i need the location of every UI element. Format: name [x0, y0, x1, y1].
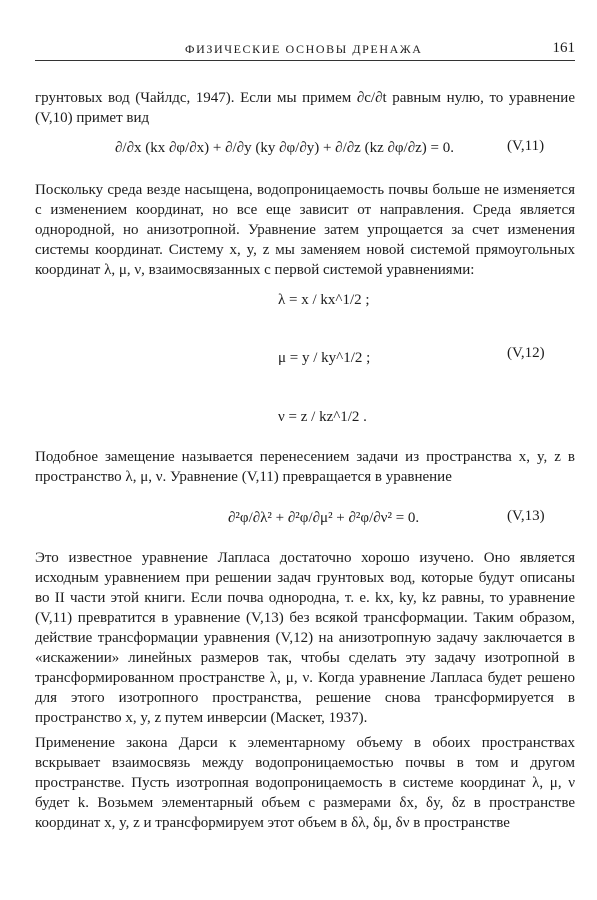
equation-label-v11: (V,11): [507, 138, 545, 154]
equation-v12-mu: μ = y / ky^1/2 ;: [278, 350, 371, 366]
equation-v12-lambda: λ = x / kx^1/2 ;: [278, 292, 370, 308]
paragraph-laplace: Это известное уравнение Лапласа достаточно хорошо изучено. Оно является исходным уравнением при решении задач грунтовых вод, которые будут описаны во II части этой книги. Если почва однородна, т. е. kx, ky, kz равны, то уравнение (V,11) превратится в уравнение (V,13) без всякой трансформации. Таким образом, действие трансформации уравнения (V,12) на анизотропную задачу заключается в «искажении» линейных размеров так, чтобы сделать эту задачу изотропной в трансформированном пространстве λ, μ, ν. Когда уравнение Лапласа будет решено для этого изотропного пространства, решение снова трансформируется в пространство x, y, z путем инверсии (Маскет, 1937).: [35, 550, 575, 726]
running-title: ФИЗИЧЕСКИЕ ОСНОВЫ ДРЕНАЖА: [185, 42, 423, 56]
header-rule: [35, 60, 575, 61]
page-number: 161: [552, 40, 575, 56]
page-header: [35, 40, 575, 64]
paragraph-darcy: Применение закона Дарси к элементарному объему в обоих пространствах вскрывает взаимосвязь между водопроницаемостью почвы в том и другом пространстве. Пусть изотропная водопроницаемость в системе координат λ, μ, ν будет k. Возьмем элементарный объем с размерами δx, δy, δz в пространстве координат x, y, z и трансформируем этот объем в δλ, δμ, δν в пространстве: [35, 735, 575, 831]
equation-v11: ∂/∂x (kx ∂φ/∂x) + ∂/∂y (ky ∂φ/∂y) + ∂/∂z (kz ∂φ/∂z) = 0.: [115, 140, 454, 156]
equation-v13: ∂²φ/∂λ² + ∂²φ/∂μ² + ∂²φ/∂ν² = 0.: [228, 510, 420, 526]
paragraph-coordinates: Поскольку среда везде насыщена, водопроницаемость почвы больше не изменяется с изменением координат, но все еще зависит от направления. Среда является однородной, но анизотропной. Уравнение затем упрощается за счет изменения системы координат. Систему x, y, z мы заменяем новой системой прямоугольных координат λ, μ, ν, взаимосвязанных с первой системой уравнениями:: [35, 182, 575, 278]
equation-v12-nu: ν = z / kz^1/2 .: [278, 409, 367, 425]
paragraph-transform: Подобное замещение называется перенесением задачи из пространства x, y, z в пространство λ, μ, ν. Уравнение (V,11) превращается в уравнение: [35, 449, 575, 485]
paragraph-intro: грунтовых вод (Чайлдс, 1947). Если мы примем ∂c/∂t равным нулю, то уравнение (V,10) примет вид: [35, 90, 575, 126]
equation-label-v13: (V,13): [507, 508, 545, 524]
equation-label-v12: (V,12): [507, 345, 545, 361]
